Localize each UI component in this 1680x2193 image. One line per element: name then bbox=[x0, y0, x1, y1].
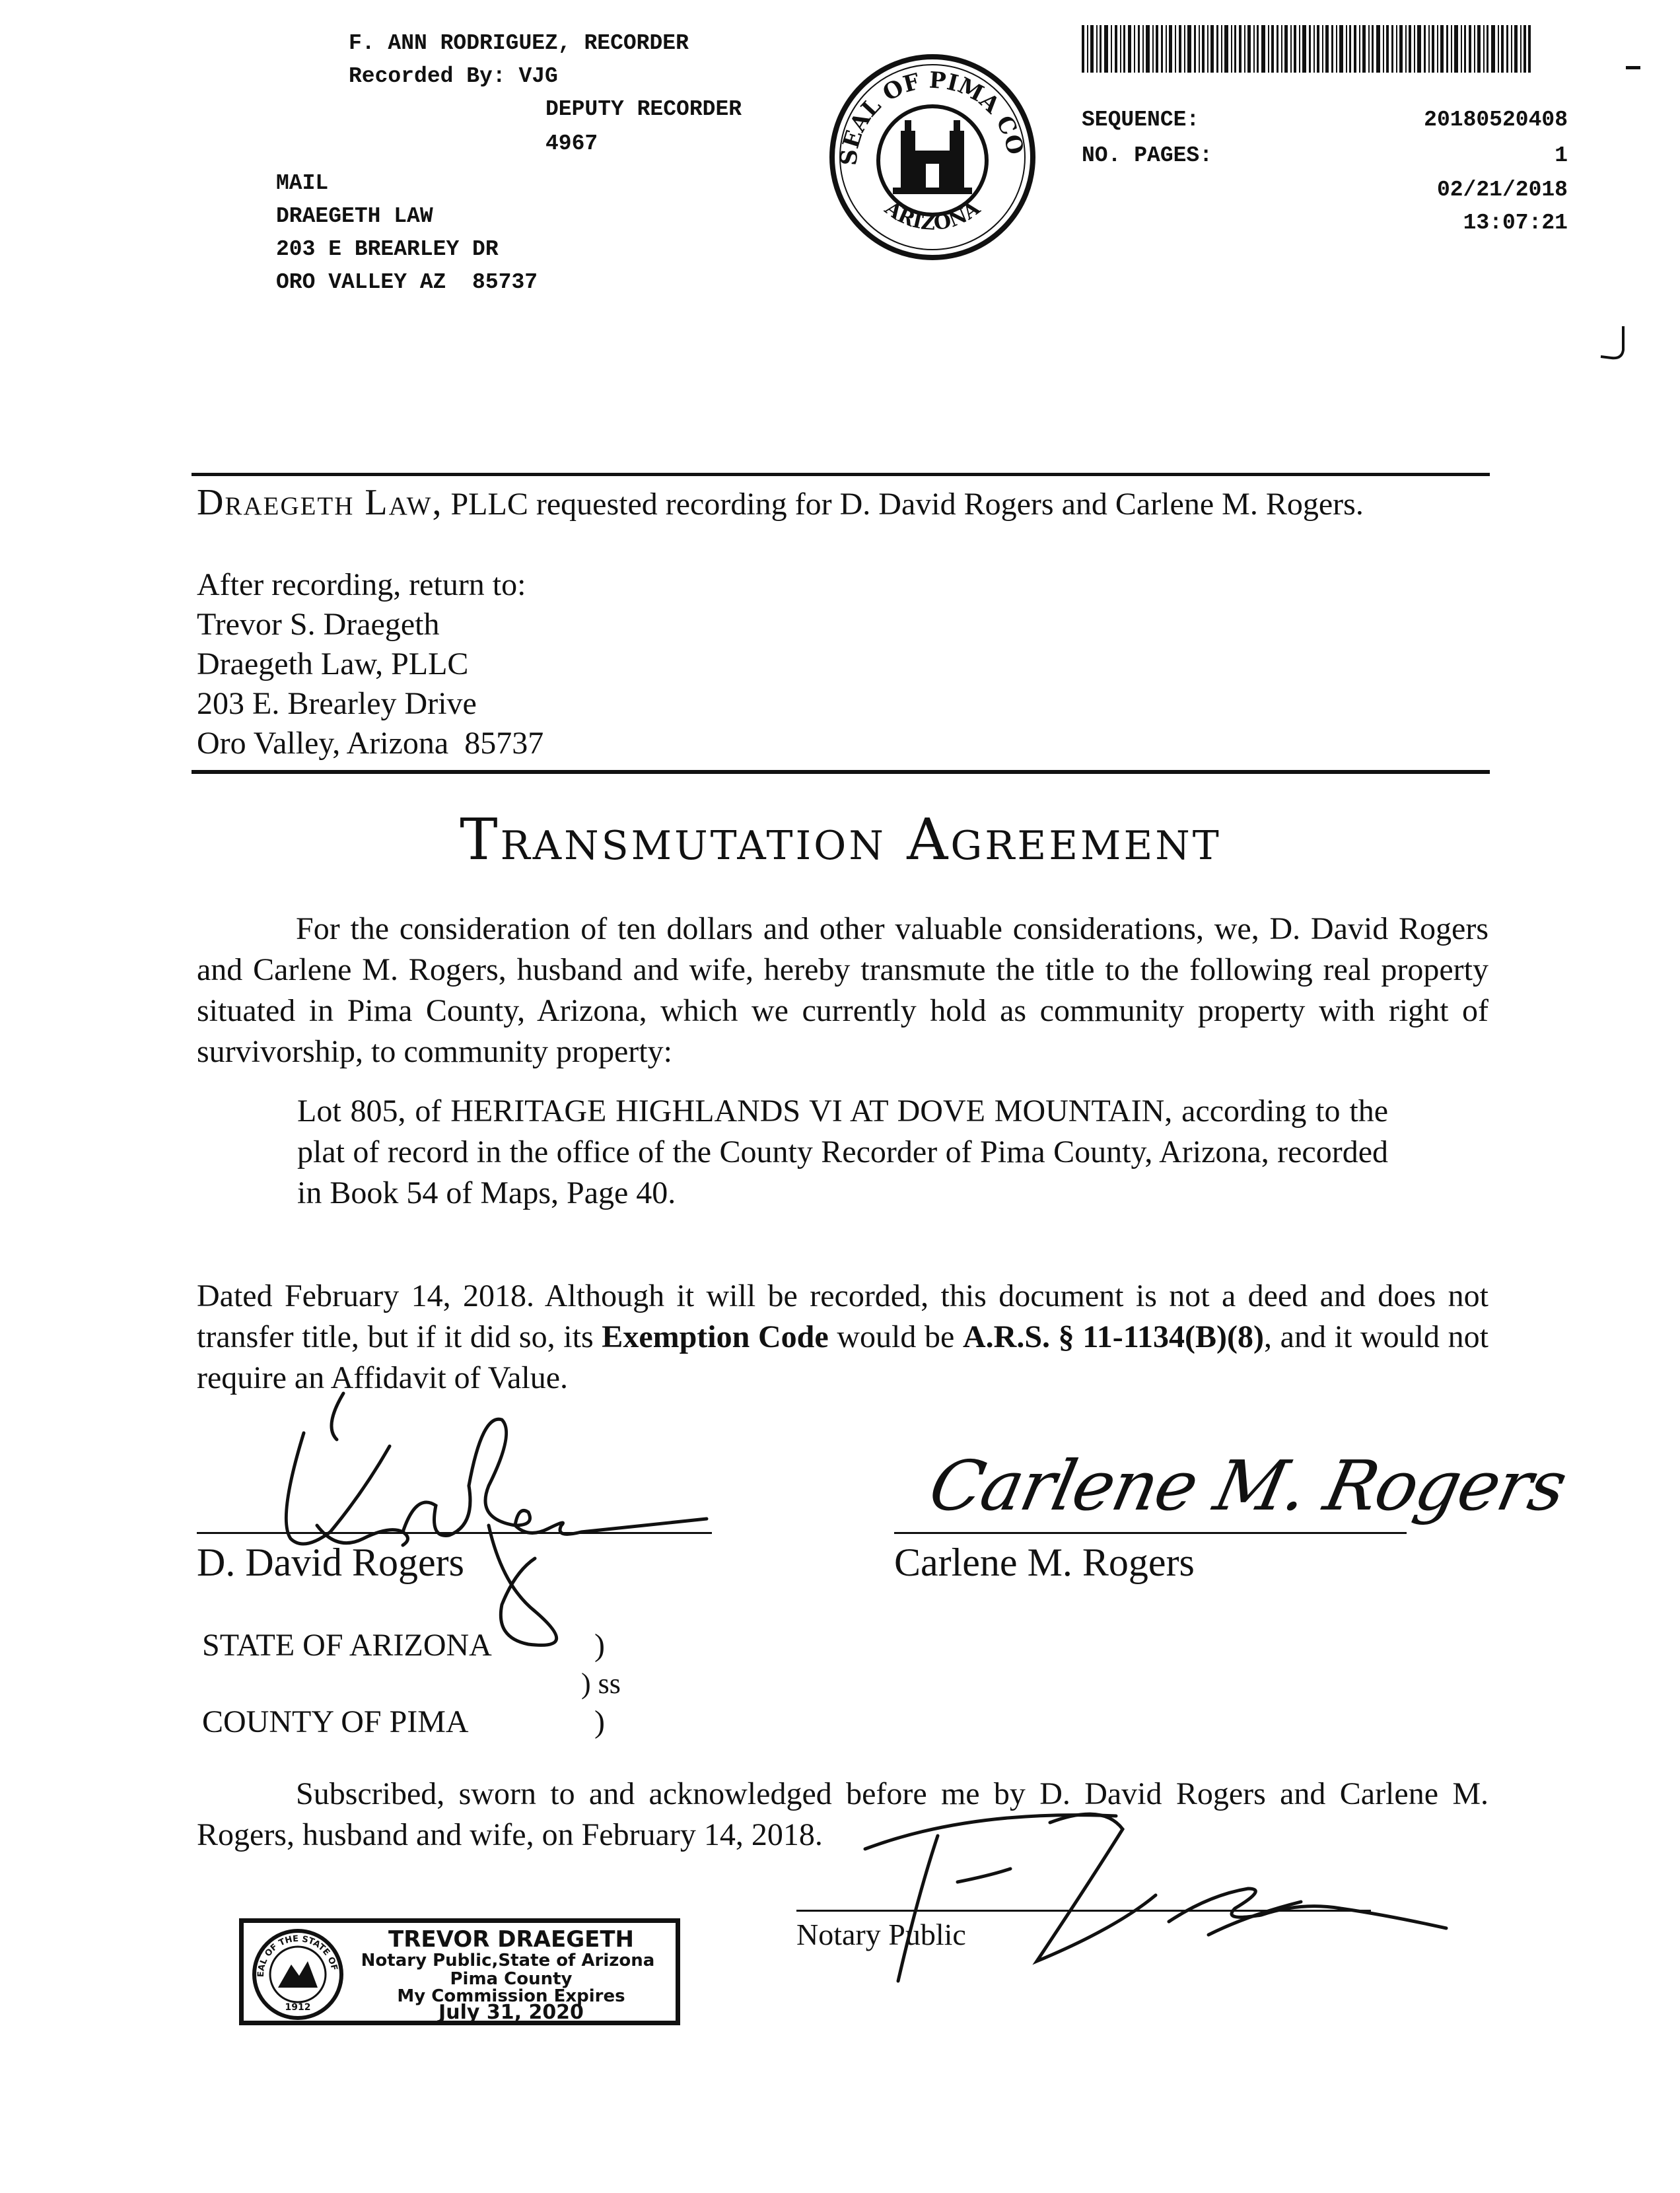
mail-name: DRAEGETH LAW bbox=[276, 204, 433, 228]
mail-street: 203 E BREARLEY DR bbox=[276, 237, 499, 261]
mail-city: ORO VALLEY AZ 85737 bbox=[276, 270, 538, 295]
acknowledgment: Subscribed, sworn to and acknowledged before me by D. David Rogers and Carlene M. Rogers, husband and wife, on February 14, 2018. bbox=[197, 1776, 1488, 1852]
dated-text-3: , and it would not require an Affidavit of Value. bbox=[197, 1319, 1488, 1395]
stamp-line-4: July 31, 2020 bbox=[438, 2001, 584, 2024]
signature-carlene-rogers: Carlene M. Rogers bbox=[923, 1445, 1573, 1526]
recording-date: 02/21/2018 bbox=[1436, 178, 1568, 202]
recorded-by-value: VJG bbox=[518, 64, 558, 88]
sequence-value: 20180520408 bbox=[1424, 108, 1568, 132]
recorded-by-label: Recorded By: bbox=[349, 64, 506, 88]
firm-suffix: PLLC bbox=[450, 487, 528, 522]
recorder-name: F. ANN RODRIGUEZ, RECORDER bbox=[349, 31, 689, 55]
recording-time: 13:07:21 bbox=[1463, 211, 1568, 235]
seal-bottom-text: ARIZONA bbox=[880, 196, 985, 236]
document-title: Transmutation Agreement bbox=[460, 807, 1222, 873]
dated-text-2: would be bbox=[837, 1319, 955, 1354]
seal-top-text: SEAL OF PIMA CO bbox=[835, 67, 1029, 167]
venue-paren-1: ) bbox=[594, 1628, 605, 1663]
venue-county: COUNTY OF PIMA bbox=[202, 1704, 469, 1739]
pages-value: 1 bbox=[1555, 143, 1568, 168]
exemption-label: Exemption Code bbox=[602, 1319, 829, 1354]
firm-name: Draegeth Law, bbox=[197, 482, 443, 523]
notary-stamp bbox=[239, 1918, 680, 2025]
pima-county-seal bbox=[827, 52, 1038, 263]
stamp-line-3: My Commission Expires bbox=[397, 1986, 625, 2006]
svg-text:ARIZONA bbox=[880, 196, 985, 235]
recorded-by bbox=[349, 61, 558, 92]
venue-state: STATE OF ARIZONA bbox=[202, 1628, 492, 1663]
venue-ss: ) ss bbox=[581, 1667, 621, 1700]
arizona-state-seal bbox=[252, 1928, 344, 2021]
venue-paren-2: ) bbox=[594, 1704, 605, 1739]
barcode bbox=[1082, 25, 1531, 73]
signature-notary bbox=[839, 1776, 1459, 1994]
signer-1-name: D. David Rogers bbox=[197, 1541, 464, 1584]
stamp-name: TREVOR DRAEGETH bbox=[388, 1926, 634, 1953]
sequence-label: SEQUENCE: bbox=[1082, 108, 1200, 132]
mail-label: MAIL bbox=[276, 171, 329, 195]
az-seal-year: 1912 bbox=[285, 2002, 311, 2013]
signer-2-name: Carlene M. Rogers bbox=[894, 1541, 1195, 1584]
deputy-number: 4967 bbox=[545, 131, 598, 156]
dated-text-1: Dated February 14, 2018. Although it will be recorded, this document is not a deed and does not transfer title, but if it did so, its bbox=[197, 1278, 1488, 1354]
deputy-recorder: DEPUTY RECORDER bbox=[545, 97, 742, 122]
return-street: 203 E. Brearley Drive bbox=[197, 686, 477, 721]
return-firm: Draegeth Law, PLLC bbox=[197, 646, 469, 681]
svg-text:THE SEAL OF PIMA COUNTY bbox=[827, 52, 1028, 166]
signature-line-2 bbox=[894, 1532, 1407, 1534]
requested-recording bbox=[197, 481, 1364, 526]
signature-d-david-rogers bbox=[251, 1374, 753, 1664]
stamp-line-1: Notary Public,State of Arizona bbox=[361, 1951, 655, 1970]
bottom-rule bbox=[192, 770, 1490, 774]
top-rule bbox=[192, 473, 1490, 476]
svg-text:GREAT SEAL OF THE STATE OF ARI bbox=[252, 1928, 339, 1977]
pages-label: NO. PAGES: bbox=[1082, 143, 1213, 168]
legal-description: Lot 805, of HERITAGE HIGHLANDS VI AT DOVE MOUNTAIN, according to the plat of record in the office of the County Recorder of Pima County, Arizona, recorded in Book 54 of Maps, Page 40. bbox=[297, 1094, 1388, 1210]
stamp-line-2: Pima County bbox=[450, 1969, 573, 1989]
return-name: Trevor S. Draegeth bbox=[197, 607, 440, 642]
exemption-code: A.R.S. § 11-1134(B)(8) bbox=[962, 1319, 1264, 1354]
scan-mark-dash bbox=[1626, 66, 1640, 69]
return-city: Oro Valley, Arizona 85737 bbox=[197, 726, 544, 761]
consideration-paragraph: For the consideration of ten dollars and other valuable considerations, we, D. David Rogers and Carlene M. Rogers, husband and wife, hereby transmute the title to the following real property situated in Pima County, Arizona, which we currently hold as community property with right of survivorship, to community property: bbox=[197, 911, 1488, 1069]
notary-label: Notary Public bbox=[796, 1918, 966, 1951]
requested-text: requested recording for D. David Rogers and Carlene M. Rogers. bbox=[536, 487, 1364, 522]
scan-mark-hook bbox=[1598, 324, 1631, 363]
return-heading: After recording, return to: bbox=[197, 567, 526, 602]
az-seal-text: EAL OF THE STATE OF bbox=[256, 1933, 339, 1978]
